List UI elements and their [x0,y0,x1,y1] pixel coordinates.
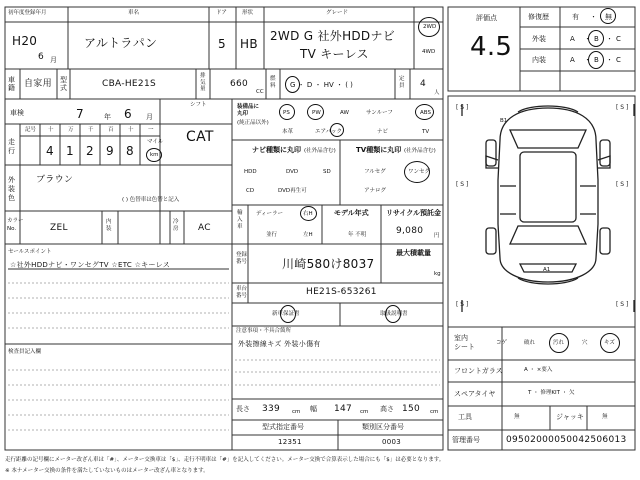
navi-option: DVD再生可 [278,188,307,194]
length-value: 339 [262,404,281,414]
diagram-corner-mark: [ S ] [456,104,469,111]
km-label: km [150,152,159,158]
interior-label: 内 装 [106,219,112,233]
use-value: 自家用 [24,79,52,89]
mileage-scale-label: 百 [108,127,114,133]
navi-option: CD [246,188,255,194]
tv-option: アナログ [364,188,387,194]
type-label: 型 式 [60,76,67,93]
selected-circle-mark [279,104,295,120]
mileage-digit: 8 [126,144,134,158]
category-value: 0003 [382,438,402,446]
equip-item: PS [283,110,290,116]
interior-sheet-option: 穴 [582,340,588,346]
selected-circle-mark [146,148,162,162]
recycle-value: 9,080 [396,226,424,236]
mileage-scale-label: 記号 [25,127,37,133]
exterior-grade-option: ・ [606,35,613,43]
tv-title: TV種類に丸印 [356,146,402,154]
equip-item: PW [312,110,321,116]
equip-item: TV [422,129,430,135]
selected-circle-mark [404,161,430,183]
footer-note-2: ※ 本ナメーター交換の条件を満たしていないものはメーター改ざん車となります。 [5,468,209,474]
interior-grade-label: 内装 [532,56,546,64]
equip-item: ABS [420,110,431,116]
chassis-value: HE21S-653261 [306,287,377,297]
category-label: 類別区分番号 [362,423,404,431]
navi-title-note: (社外品含む) [304,148,336,154]
exterior-color-value: ブラウン [36,175,74,185]
cm-unit: cm [430,409,439,415]
diagram-corner-mark: [ S ] [616,104,629,111]
diagram-corner-mark: [ S ] [616,301,629,308]
registration-value: 川崎580け8037 [282,257,375,271]
height-label: 高さ [380,405,394,413]
fuel-label: 燃 料 [270,76,276,89]
selected-circle-mark [415,104,434,120]
inspection-month: 6 [124,107,132,121]
import-dealer: ディーラー [256,211,284,217]
doors-value: 5 [218,37,226,51]
exterior-grade-option: C [616,35,621,43]
disp-label: 排 気 量 [200,73,206,93]
front-glass-label: フロントガラス [454,367,503,375]
equipment-sub-label: (純正品以外) [237,120,269,126]
management-label: 管理番号 [452,436,480,444]
interior-grade-option: B [594,56,599,64]
selected-circle-mark [549,333,569,353]
navi-option: DVD [286,169,299,175]
selected-circle-mark [600,8,616,24]
exterior-label: 外 装 色 [8,176,15,203]
repair-option: ・ [590,13,597,21]
grade-line-1: 2WD G 社外HDDナビ [270,29,396,43]
cooler-value: AC [198,223,211,233]
cooler-label: 冷 房 [173,219,179,233]
drive-2wd-option: 2WD [423,24,437,30]
interior-grade-option: ・ [606,56,613,64]
selected-circle-mark [385,305,401,323]
recycle-label: リサイクル預託金 [386,209,442,217]
mileage-digit: 1 [66,144,74,158]
exterior-grade-option: A [570,35,575,43]
shift-value: CAT [186,129,214,145]
width-label: 幅 [310,405,317,413]
navi-title: ナビ種類に丸印 [252,146,301,154]
exterior-color-note: ( ) 色替車は色替と記入 [122,197,180,203]
inspection-month-unit: 月 [146,113,153,121]
equip-item: エアバック [315,129,343,135]
exterior-grade-option: B [594,35,599,43]
navi-option: SD [323,169,331,175]
first-reg-year: H20 [12,34,38,48]
shift-label: シフト [190,102,207,108]
repair-label: 修復歴 [528,13,549,21]
mileage-scale-label: 十 [128,127,134,133]
disp-value: 660 [230,79,249,89]
equip-item: AW [340,110,349,116]
type-value: CBA-HE21S [102,79,156,89]
mileage-label: 走 行 [8,138,15,156]
grade-label: グレード [326,10,349,16]
diagram-corner-mark: [ S ] [456,301,469,308]
diagram-label-a1: A1 [543,267,551,273]
drive-4wd-option: 4WD [422,49,436,55]
first-reg-label: 初年度登録年月 [8,10,47,16]
diagram-corner-mark: [ S ] [456,181,469,188]
length-label: 長さ [236,405,250,413]
model-year-label: モデル年式 [334,209,369,217]
selected-circle-mark [418,17,440,37]
diagram-label-b1: B1 [500,118,508,124]
interior-sheet-option: 破れ [524,340,536,346]
footer-note-1: 走行距離の記号欄にメーター改ざん車は「#」、メーター交換車は「$」、走行不明車は「#」を記入してください。メーター交換で合算表示した場合にも「$」は必要となります。 [5,457,445,463]
selected-circle-mark [300,206,317,221]
shape-label: 形状 [242,10,254,16]
month-unit: 月 [50,56,57,64]
car-name-label: 車名 [128,10,140,16]
registration-label: 登録 番号 [236,252,248,266]
tv-option: ワンセグ [408,169,431,175]
designation-value: 12351 [278,438,302,446]
selected-circle-mark [588,30,604,47]
import-label: 輸 入 車 [237,210,243,231]
selected-circle-mark [280,305,296,323]
selected-circle-mark [330,123,344,137]
cm-unit: cm [360,409,369,415]
navi-option: HDD [244,169,257,175]
mileage-scale-label: 一 [148,127,154,133]
notes-label: 注意事項・不具合箇所 [236,328,292,334]
repair-option: 有 [572,13,579,21]
cm-unit: cm [292,409,301,415]
kg-unit: kg [434,271,441,277]
handle-right: 右H [303,211,313,217]
cc-unit: CC [256,89,264,95]
chassis-label: 車台 番号 [236,286,248,300]
fuel-options: G ・ D ・ HV ・ ( ) [290,81,353,89]
inspection-label: 車検 [10,109,24,117]
spare-tire-value: T ・ 修理KIT ・ 欠 [528,390,575,396]
reg-label: 車 籍 [8,76,15,93]
interior-sheet-option: 汚れ [553,340,565,346]
tv-title-note: (社外品含む) [404,148,436,154]
selling-points-value: ☆社外HDDナビ・ワンセグTV ☆ETC ☆キーレス [10,261,171,269]
jack-value: 無 [602,414,608,420]
mile-label: マイル [147,139,164,145]
yen-unit: 円 [434,233,440,239]
shape-value: HB [240,37,258,51]
tools-label: 工具 [458,413,472,421]
selected-circle-mark [588,51,604,69]
jack-label: ジャッキ [556,413,584,421]
equipment-label: 装備品に 丸印 [237,104,260,117]
notes-value: 外装擦線キズ 外装小傷有 [238,340,321,348]
manual-label: 取扱説明書 [380,311,408,317]
inspection-year-unit: 年 [104,113,111,121]
exterior-grade-label: 外装 [532,35,546,43]
grade-line-2: TV キーレス [300,47,369,61]
person-unit: 人 [434,90,440,96]
car-name: アルトラパン [84,36,158,50]
handle-left: 左H [303,232,313,238]
equip-item: サンルーフ [366,110,393,116]
first-reg-month: 6 [38,52,45,62]
diagram-corner-mark: [ S ] [616,181,629,188]
interior-sheet-option: キズ [604,340,615,346]
doors-label: ドア [216,10,227,16]
mileage-digit: 2 [86,144,94,158]
capacity-label: 定 員 [399,76,405,89]
interior-grade-option: A [570,56,575,64]
color-no-label: カラー No. [7,218,24,232]
width-value: 147 [334,404,353,414]
mileage-digit: 4 [46,144,54,158]
selected-circle-mark [307,104,324,120]
repair-option: 無 [605,13,612,21]
mileage-scale-label: 十 [48,127,54,133]
front-glass-value: A ・ ×要入 [524,367,553,373]
designation-label: 型式指定番号 [262,423,304,431]
inspector-label: 検査員記入欄 [8,349,42,355]
mileage-digit: 9 [106,144,114,158]
capacity-value: 4 [420,79,427,89]
tools-value: 無 [514,414,520,420]
import-parallel: 並行 [266,232,278,238]
selling-points-label: セールスポイント [8,249,52,255]
height-value: 150 [402,404,421,414]
interior-grade-option: ・ [584,56,591,64]
tv-option: フルセグ [364,169,386,175]
interior-grade-option: C [616,56,621,64]
inspection-year: 7 [76,107,84,121]
score-value: 4.5 [470,32,513,62]
interior-sheet-option: コゲ [496,340,508,346]
management-value: 09502000050042506013 [506,435,627,445]
color-no-value: ZEL [50,223,68,233]
equip-item: 本革 [282,129,294,135]
mileage-scale-label: 万 [68,127,74,133]
mileage-scale-label: 千 [88,127,94,133]
exterior-grade-option: ・ [584,35,591,43]
selected-circle-mark [600,333,620,353]
spare-tire-label: スペアタイヤ [454,390,496,398]
interior-sheet-label: 室内 シート [454,334,475,352]
car-diagram-icon [462,104,634,312]
warranty-label: 新車保証書 [272,311,300,317]
equip-item: ナビ [377,129,389,135]
max-load-label: 最大積載量 [396,249,431,257]
score-label: 評価点 [476,14,497,22]
model-year-value: 年 不明 [348,232,367,238]
selected-circle-mark [285,76,300,93]
